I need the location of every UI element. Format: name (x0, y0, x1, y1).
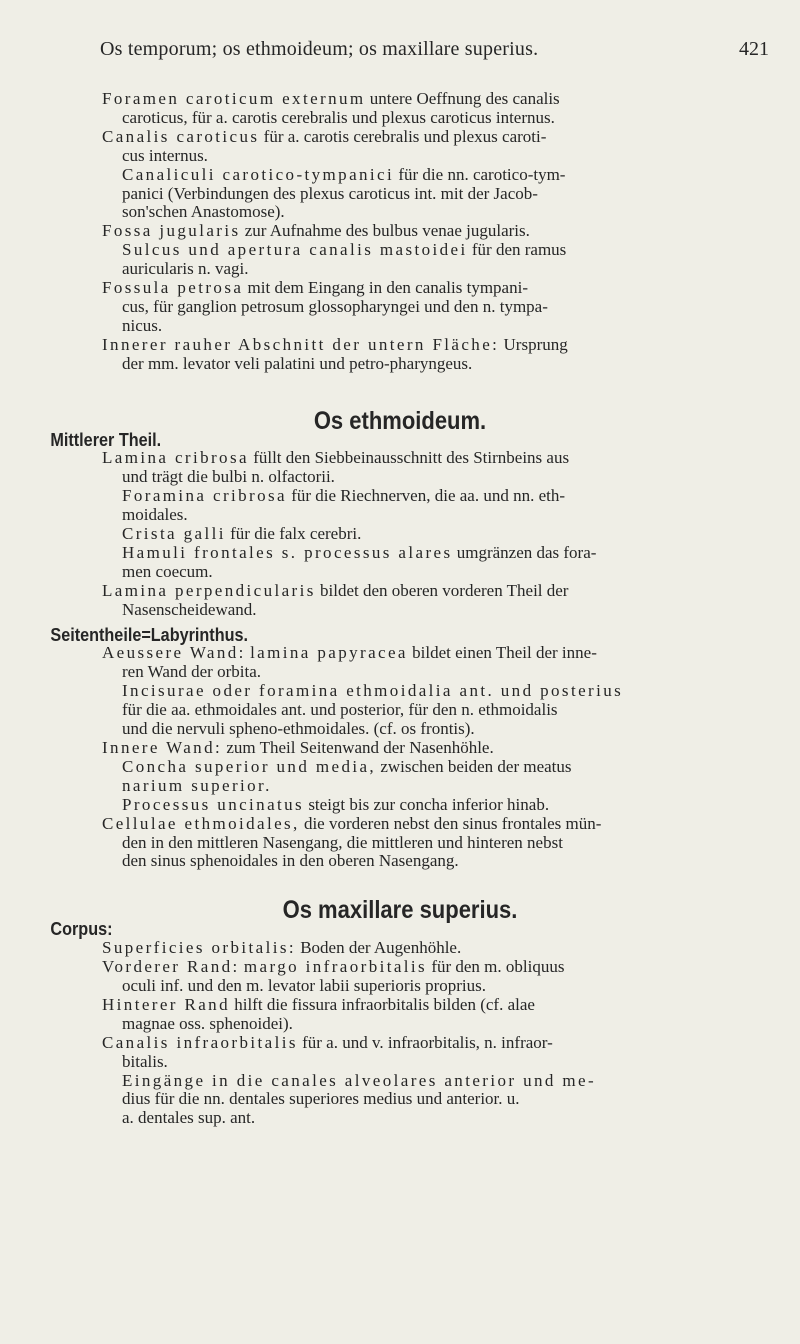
entry-processus-uncinatus: Processus uncinatus steigt bis zur concha inferior hinab. (122, 794, 550, 814)
heading-os-ethmoideum: Os ethmoideum. (313, 406, 487, 435)
entry-lamina-cribrosa: Lamina cribrosa füllt den Siebbeinausschnitt des Stirnbeins aus und trägt die bulbi n. olfactorii. (102, 448, 570, 487)
entry-eingaenge: Eingänge in die canales alveolares anterior und me- dius für die nn. dentales superiores medius und anterior. u. a. dentales sup. ant. (122, 1070, 597, 1128)
heading-os-maxillare: Os maxillare superius. (282, 896, 518, 925)
page-content (0, 90, 800, 1128)
entry-superficies-orbitalis: Superficies orbitalis: Boden der Augenhöhle. (102, 938, 462, 958)
entry-concha: Concha superior und media, zwischen beiden der meatus narium superior. (122, 756, 572, 795)
entry-canalis-caroticus: Canalis caroticus für a. carotis cerebralis und plexus caroti- cus internus. (102, 126, 547, 165)
running-header (0, 38, 800, 68)
entry-foramen-caroticum: Foramen caroticum externum untere Oeffnung des canalis caroticus, für a. carotis cerebralis und plexus caroticus internus. (102, 89, 560, 127)
subheading-mittlerer-theil: Mittlerer Theil. (50, 429, 162, 450)
header-title: Os temporum; os ethmoideum; os maxillare superius. (100, 38, 539, 60)
entry-innere-wand: Innere Wand: zum Theil Seitenwand der Nasenhöhle. (102, 738, 494, 757)
entry-canaliculi: Canaliculi carotico-tympanici für die nn. carotico-tym- panici (Verbindungen des plexus caroticus int. mit der Jacob- son'schen Anastomose). (122, 164, 566, 222)
entry-innerer-abschnitt: Innerer rauher Abschnitt der untern Fläche: Ursprung der mm. levator veli palatini und petro-pharyngeus. (102, 334, 568, 373)
entry-foramina-cribrosa: Foramina cribrosa für die Riechnerven, die aa. und nn. eth- moidales. (122, 486, 566, 525)
entry-incisurae: Incisurae oder foramina ethmoidalia ant. und posterius für die aa. ethmoidales ant. und posterior, für den n. ethmoidalis und die nervuli spheno-ethmoidales. (cf. os frontis). (122, 681, 624, 739)
entry-fossula-petrosa: Fossula petrosa mit dem Eingang in den canalis tympani- cus, für ganglion petrosum glossopharyngei und den n. tympa- nicus. (102, 278, 548, 335)
entry-hinterer-rand: Hinterer Rand hilft die fissura infraorbitalis bilden (cf. alae magnae oss. sphenoidei). (102, 994, 535, 1033)
entry-canalis-infraorbitalis: Canalis infraorbitalis für a. und v. infraorbitalis, n. infraor- bitalis. (102, 1032, 553, 1071)
entry-hamuli: Hamuli frontales s. processus alares umgränzen das fora- men coecum. (122, 542, 597, 581)
entry-fossa-jugularis: Fossa jugularis zur Aufnahme des bulbus venae jugularis. (102, 221, 530, 241)
entry-crista-galli: Crista galli für die falx cerebri. (122, 524, 362, 544)
subheading-seitentheile: Seitentheile=Labyrinthus. (50, 624, 249, 645)
entry-sulcus: Sulcus und apertura canalis mastoidei für den ramus auricularis n. vagi. (122, 240, 567, 279)
subheading-corpus: Corpus: (50, 919, 113, 940)
entry-aeussere-wand: Aeussere Wand: lamina papyracea bildet einen Theil der inne- ren Wand der orbita. (102, 643, 597, 682)
entry-lamina-perpendicularis: Lamina perpendicularis bildet den oberen vorderen Theil der Nasenscheidewand. (102, 580, 569, 619)
page-number: 421 (739, 38, 769, 60)
entry-vorderer-rand: Vorderer Rand: margo infraorbitalis für den m. obliquus oculi inf. und den m. levator labii superioris proprius. (102, 957, 565, 995)
entry-cellulae: Cellulae ethmoidales, die vorderen nebst den sinus frontales mün- den in den mittleren Nasengang, die mittleren und hinteren nebst den sinus sphenoidales in den oberen Nasengang. (102, 813, 602, 871)
